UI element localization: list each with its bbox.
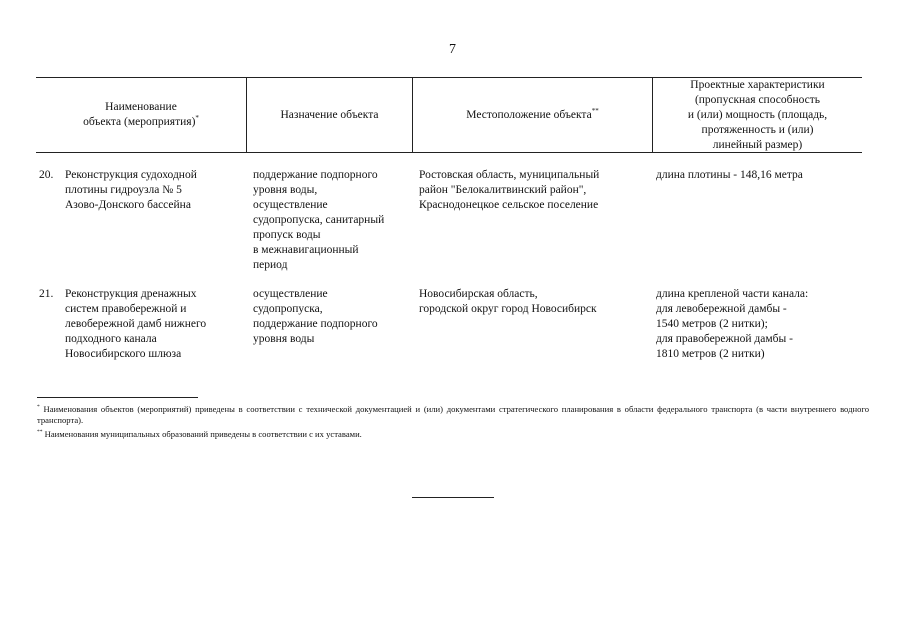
- header-location-text: Местоположение объекта: [466, 108, 592, 121]
- footnote-2-mark: **: [37, 429, 43, 436]
- footnote-mark: *: [195, 114, 199, 123]
- row-object-name: Реконструкция дренажных систем правобережной и левобережной дамб нижнего подходного канала Новосибирского шлюза: [65, 288, 207, 360]
- footnote-1-text: Наименования объектов (мероприятий) приведены в соответствии с технической документацией и (или) документами стратегического планирования в области федерального транспорта (в части внутреннего водного транспорта).: [37, 404, 869, 425]
- header-purpose-text: Назначение объекта: [280, 108, 379, 121]
- header-location: [413, 78, 652, 152]
- row-location: Ростовская область, муниципальный район "Белокалитвинский район", Краснодонецкое сельское поселение: [419, 169, 600, 211]
- row-location: Новосибирская область, городской округ город Новосибирск: [419, 288, 597, 315]
- footnote-2: [37, 429, 869, 440]
- header-object-name: [36, 78, 246, 152]
- end-rule: [412, 497, 494, 498]
- header-characteristics: [653, 78, 862, 152]
- header-characteristics-text: Проектные характеристики (пропускная способность и (или) мощность (площадь, протяженность и (или) линейный размер): [687, 78, 828, 151]
- footnote-1-mark: *: [37, 404, 40, 411]
- footnote-2-text: Наименования муниципальных образований приведены в соответствии с их уставами.: [44, 429, 362, 439]
- row-number: 21.: [39, 288, 54, 300]
- row-characteristics: длина крепленой части канала: для левобережной дамбы - 1540 метров (2 нитки); для правобережной дамбы - 1810 метров (2 нитки): [656, 288, 809, 360]
- page-number: 7: [449, 42, 456, 57]
- row-object-name: Реконструкция судоходной плотины гидроузла № 5 Азово-Донского бассейна: [65, 169, 197, 211]
- header-object-name-text: Наименование объекта (мероприятия): [83, 101, 196, 128]
- row-number: 20.: [39, 169, 54, 181]
- row-purpose: поддержание подпорного уровня воды, осуществление судопропуска, санитарный пропуск воды в межнавигационный период: [253, 169, 385, 271]
- footnote-separator: [37, 397, 198, 398]
- row-characteristics: длина плотины - 148,16 метра: [656, 169, 803, 181]
- row-purpose: осуществление судопропуска, поддержание подпорного уровня воды: [253, 288, 378, 345]
- footnote-mark: **: [591, 106, 599, 115]
- footnote-1: [37, 404, 869, 426]
- header-purpose: [247, 78, 412, 152]
